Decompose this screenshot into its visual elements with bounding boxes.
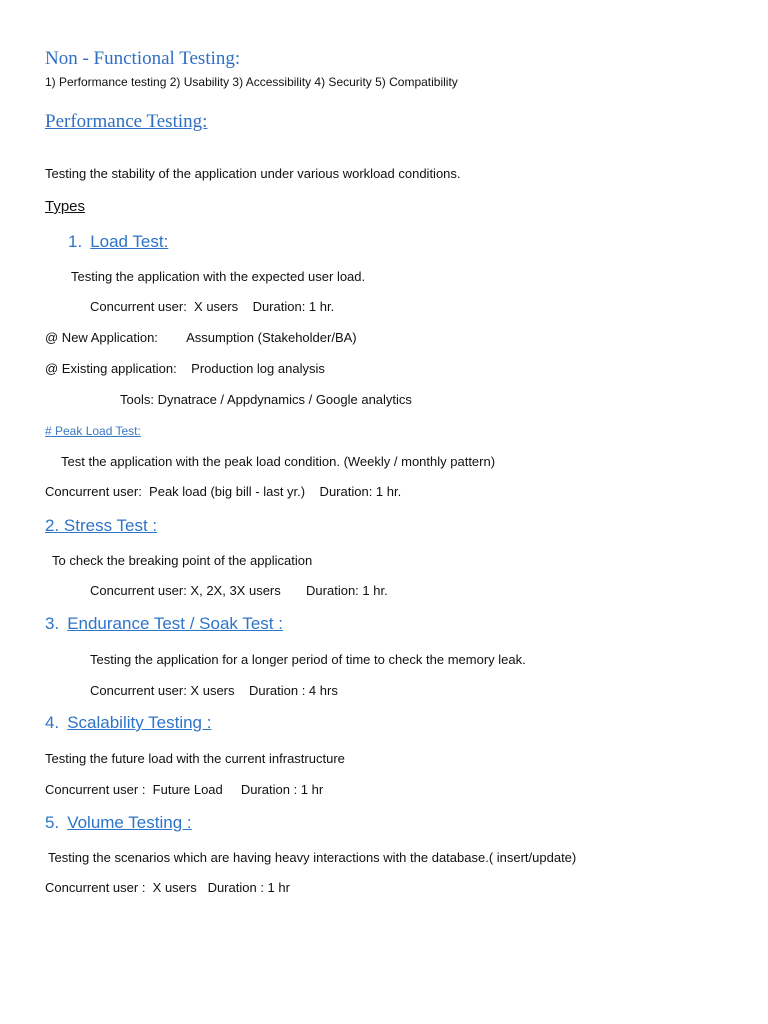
endurance-test-heading [45, 614, 283, 634]
load-test-number: 1. [68, 232, 83, 251]
load-test-concurrent: Concurrent user: X users Duration: 1 hr. [90, 299, 335, 314]
tools-line: Tools: Dynatrace / Appdynamics / Google analytics [120, 392, 412, 407]
volume-testing-number: 5. [45, 813, 60, 832]
volume-testing-title: Volume Testing : [67, 813, 192, 832]
new-application-line: @ New Application: Assumption (Stakeholder/BA) [45, 330, 357, 345]
scalability-testing-title: Scalability Testing : [67, 713, 212, 732]
peak-load-heading: # Peak Load Test: [45, 424, 141, 438]
scalability-testing-heading [45, 713, 211, 733]
peak-load-description: Test the application with the peak load condition. (Weekly / monthly pattern) [61, 454, 496, 469]
volume-testing-heading [45, 813, 192, 833]
endurance-test-title: Endurance Test / Soak Test : [67, 614, 283, 633]
existing-application-line: @ Existing application: Production log analysis [45, 361, 325, 376]
volume-testing-concurrent: Concurrent user : X users Duration : 1 hr [45, 880, 290, 895]
endurance-test-concurrent: Concurrent user: X users Duration : 4 hrs [90, 683, 338, 698]
stress-test-description: To check the breaking point of the application [52, 553, 313, 568]
performance-heading: Performance Testing: [45, 111, 208, 132]
stress-test-concurrent: Concurrent user: X, 2X, 3X users Duration: 1 hr. [90, 583, 388, 598]
types-label: Types [45, 198, 86, 215]
endurance-test-description: Testing the application for a longer period of time to check the memory leak. [90, 652, 526, 667]
scalability-testing-concurrent: Concurrent user : Future Load Duration : 1 hr [45, 782, 324, 797]
load-test-title: Load Test: [90, 232, 169, 251]
types-list: 1) Performance testing 2) Usability 3) Accessibility 4) Security 5) Compatibility [45, 75, 458, 89]
peak-load-concurrent: Concurrent user: Peak load (big bill - last yr.) Duration: 1 hr. [45, 484, 402, 499]
endurance-test-number: 3. [45, 614, 60, 633]
stress-test-heading: 2. Stress Test : [45, 516, 158, 535]
load-test-description: Testing the application with the expected user load. [71, 269, 366, 284]
volume-testing-description: Testing the scenarios which are having heavy interactions with the database.( insert/update) [48, 850, 577, 865]
performance-description: Testing the stability of the application under various workload conditions. [45, 166, 461, 181]
doc-title: Non - Functional Testing: [45, 48, 241, 69]
load-test-heading [68, 232, 168, 252]
scalability-testing-number: 4. [45, 713, 60, 732]
scalability-testing-description: Testing the future load with the current infrastructure [45, 751, 345, 766]
